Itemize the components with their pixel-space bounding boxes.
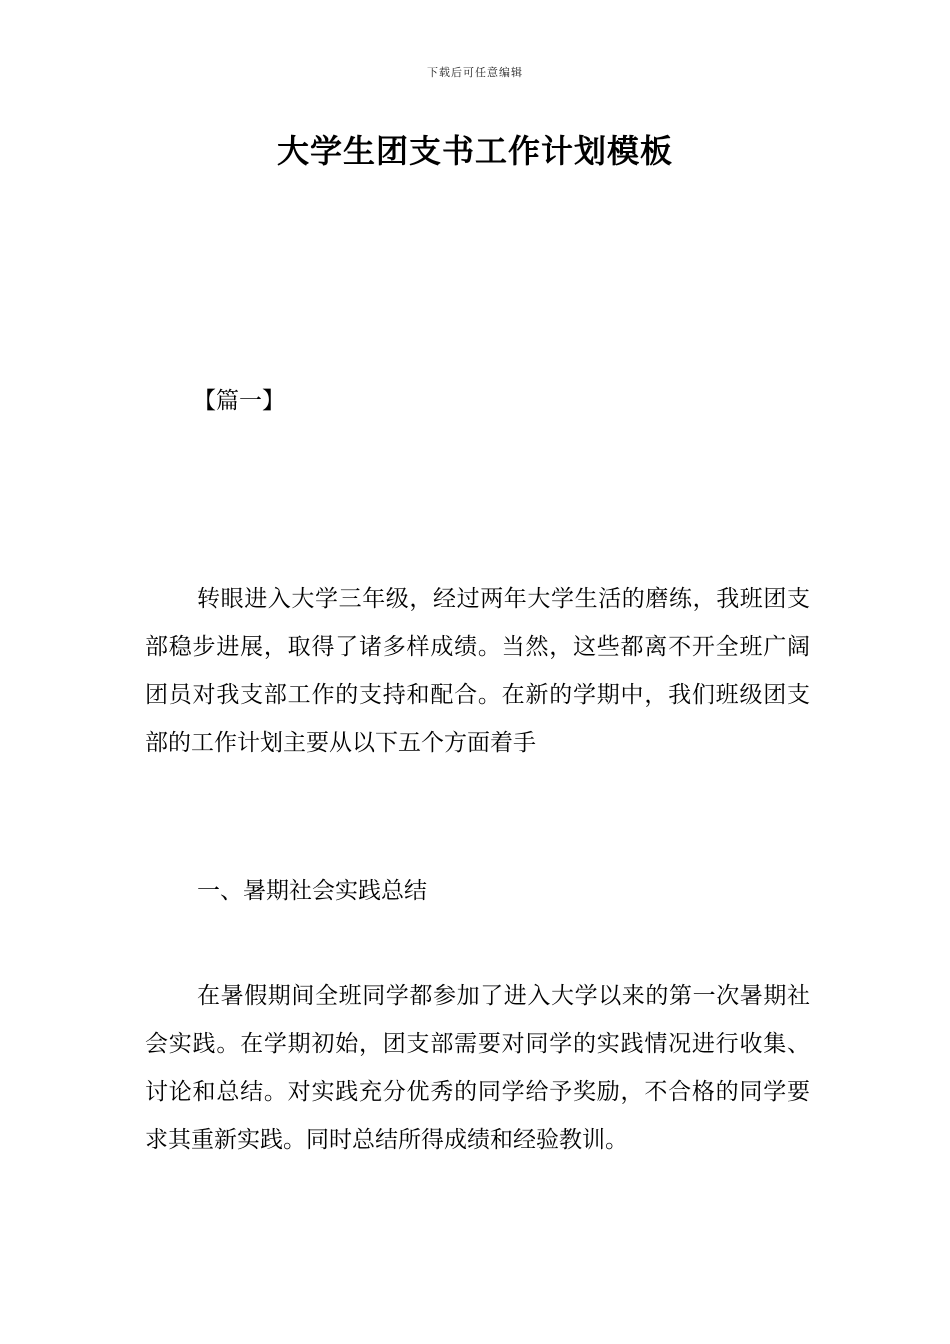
section-label: 【篇一】 [193,388,285,414]
header-note: 下载后可任意编辑 [427,66,523,79]
document-title: 大学生团支书工作计划模板 [276,132,673,170]
section-heading: 一、暑期社会实践总结 [197,878,427,904]
intro-paragraph: 转眼进入大学三年级，经过两年大学生活的磨练，我班团支部稳步进展，取得了诸多样成绩。当然，这些都离不开全班广阔团员对我支部工作的支持和配合。在新的学期中，我们班级团支部的工作计划主要从以下五个方面着手 [145,586,810,756]
body-paragraph: 在暑假期间全班同学都参加了进入大学以来的第一次暑期社会实践。在学期初始，团支部需要对同学的实践情况进行收集、讨论和总结。对实践充分优秀的同学给予奖励，不合格的同学要求其重新实践。同时总结所得成绩和经验教训。 [145,983,810,1153]
